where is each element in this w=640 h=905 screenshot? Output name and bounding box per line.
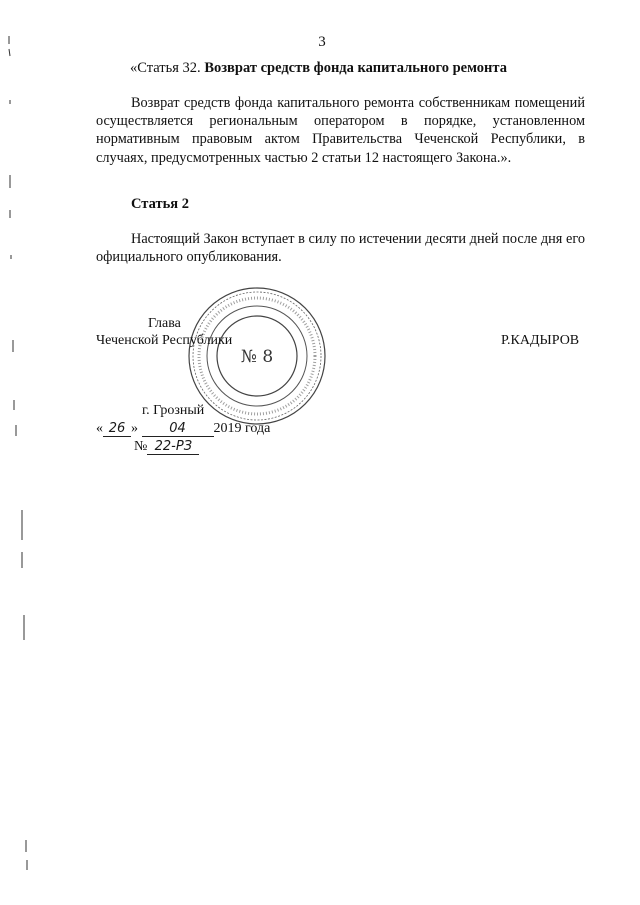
article-32-prefix: «Статья 32. <box>130 60 201 76</box>
article-2-heading: Статья 2 <box>131 196 189 212</box>
margin-binding-marks <box>0 0 40 905</box>
signatory-name: Р.КАДЫРОВ <box>501 333 580 348</box>
date-open-quote: « <box>96 421 103 436</box>
signatory-title-line2: Чеченской Республики <box>96 333 233 348</box>
seal-number: № 8 <box>240 347 274 367</box>
official-seal <box>186 285 328 427</box>
law-number-prefix: № <box>134 439 148 454</box>
signing-date <box>96 421 270 437</box>
signing-place: г. Грозный <box>142 403 205 418</box>
page-number: 3 <box>318 34 326 50</box>
article-32-body: Возврат средств фонда капитального ремонта собственникам помещений осуществляется региональным оператором в порядке, установленном нормативным правовым актом Правительства Чеченской Республики, в случаях, предусмотренных частью 2 статьи 12 настоящего Закона.». <box>96 95 585 166</box>
date-month: 04 <box>142 421 214 437</box>
article-32-title: Возврат средств фонда капитального ремонта <box>204 60 507 76</box>
article-32-heading <box>130 60 507 77</box>
signatory-title-line1: Глава <box>148 316 181 331</box>
date-day: 26 <box>103 421 131 437</box>
date-close-quote: » <box>131 421 138 436</box>
date-year: 2019 года <box>213 421 271 436</box>
article-2-body: Настоящий Закон вступает в силу по истечении десяти дней после дня его официального опубликования. <box>96 231 585 266</box>
law-number-value: 22-РЗ <box>147 439 199 455</box>
law-number <box>134 439 199 455</box>
